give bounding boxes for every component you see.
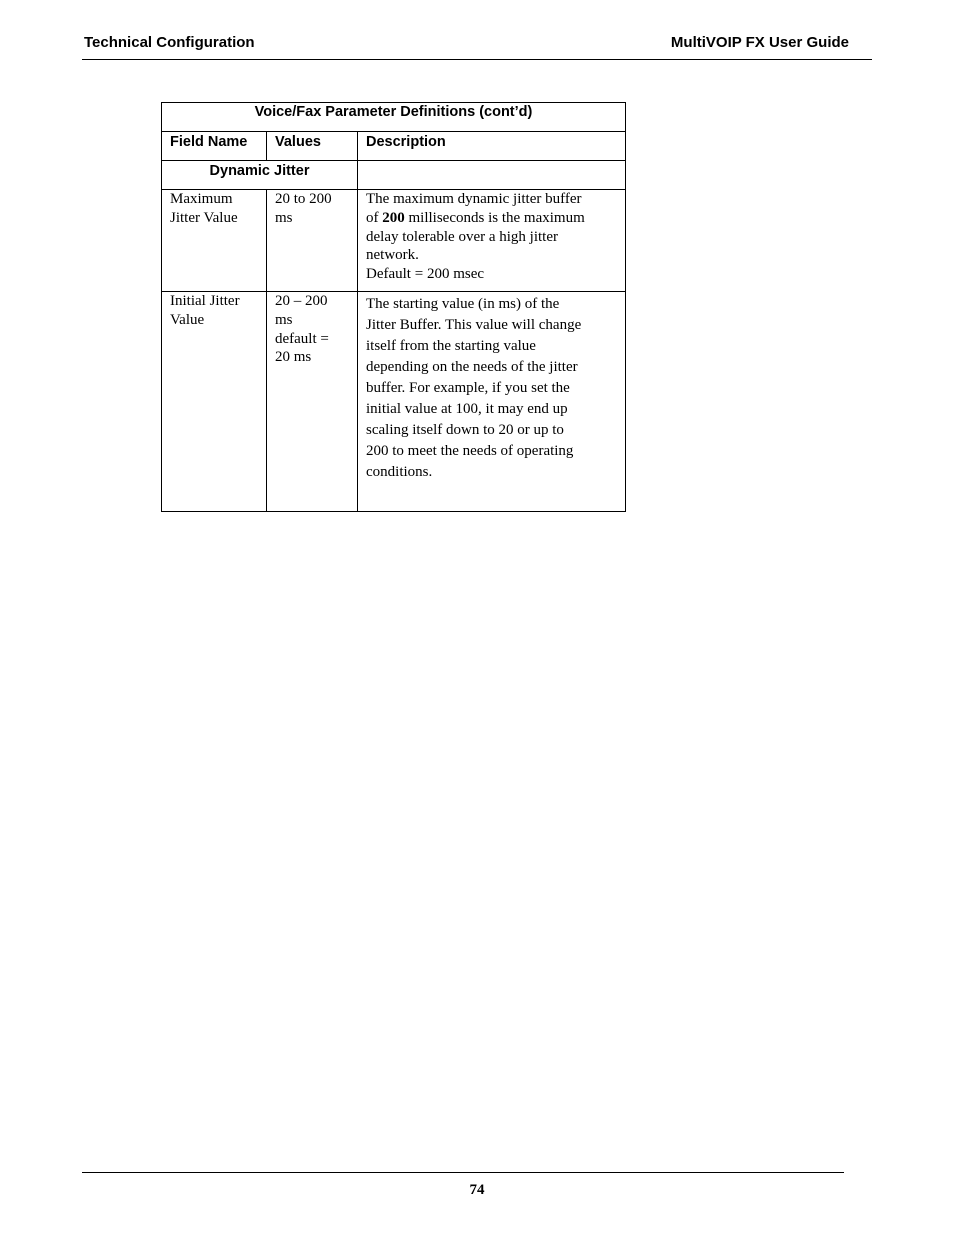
field-name-cell <box>162 190 267 292</box>
field-name-line: Maximum <box>170 191 233 207</box>
description-bold-value: 200 <box>382 209 405 226</box>
field-name-line: Value <box>170 311 205 328</box>
value-line: default = <box>275 330 329 347</box>
value-line: 20 – 200 <box>275 293 328 309</box>
description-cell <box>358 292 626 512</box>
column-header-field-name: Field Name <box>162 132 267 161</box>
description-line: buffer. For example, if you set the <box>366 380 570 396</box>
description-line: network. <box>366 247 419 264</box>
table-caption: Voice/Fax Parameter Definitions (cont’d) <box>162 103 626 132</box>
description-line: initial value at 100, it may end up <box>366 401 568 417</box>
parameter-definitions-table <box>161 102 626 512</box>
description-line: scaling itself down to 20 or up to <box>366 422 564 438</box>
value-line: 20 to 200 <box>275 191 332 207</box>
field-name-line: Initial Jitter <box>170 293 240 309</box>
description-line: 200 to meet the needs of operating <box>366 443 574 459</box>
section-empty-cell <box>358 161 626 190</box>
description-line: Default = 200 msec <box>366 266 485 283</box>
value-line: ms <box>275 311 293 328</box>
column-header-description: Description <box>358 132 626 161</box>
section-title: Dynamic Jitter <box>162 161 358 190</box>
table-header-row <box>162 132 626 161</box>
table-row <box>162 292 626 512</box>
description-line: itself from the starting value <box>366 338 536 354</box>
value-line: ms <box>275 209 293 226</box>
running-header-section: Technical Configuration <box>84 34 255 51</box>
running-header-title: MultiVOIP FX User Guide <box>670 34 849 51</box>
header-divider <box>82 59 872 60</box>
description-line: The starting value (in ms) of the <box>366 296 560 312</box>
description-line: depending on the needs of the jitter <box>366 359 578 375</box>
field-name-cell <box>162 292 267 512</box>
values-cell <box>267 190 358 292</box>
footer-divider <box>82 1172 844 1173</box>
value-line: 20 ms <box>275 349 312 366</box>
description-text: of <box>366 209 383 226</box>
description-cell <box>358 190 626 292</box>
field-name-line: Jitter Value <box>170 209 238 226</box>
values-cell <box>267 292 358 512</box>
description-line <box>366 209 617 228</box>
table-row <box>162 190 626 292</box>
description-text: milliseconds is the maximum <box>404 209 585 226</box>
table-caption-row <box>162 103 626 132</box>
description-line: delay tolerable over a high jitter <box>366 228 559 245</box>
page-number: 74 <box>469 1182 485 1198</box>
description-line: Jitter Buffer. This value will change <box>366 317 582 333</box>
table-section-row <box>162 161 626 190</box>
column-header-values: Values <box>267 132 358 161</box>
description-line: conditions. <box>366 464 433 480</box>
description-line: The maximum dynamic jitter buffer <box>366 191 582 207</box>
